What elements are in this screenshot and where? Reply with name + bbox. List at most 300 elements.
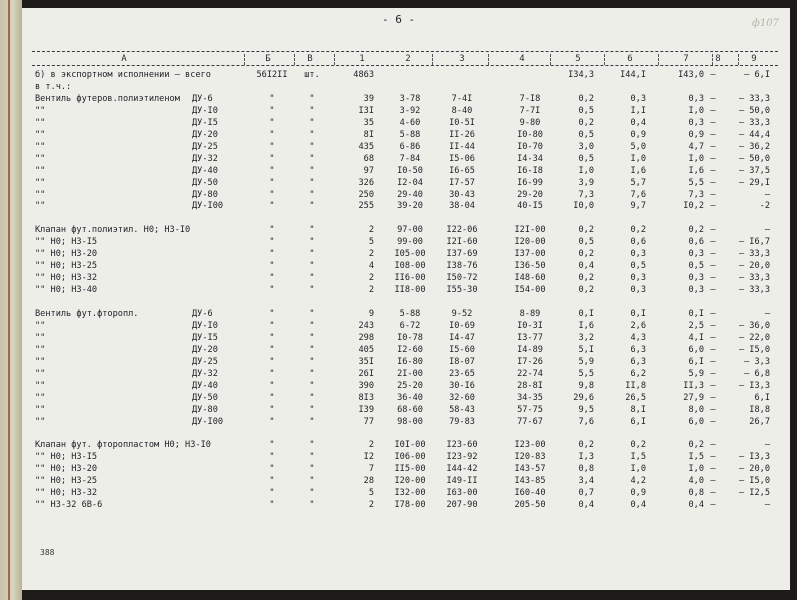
- row-price-2: I23-92: [446, 452, 478, 463]
- row-nominal-size: ДУ-40: [192, 165, 218, 176]
- row-unit: ": [309, 165, 315, 176]
- table-row: [22, 165, 790, 177]
- row-price-3: I43-85: [514, 476, 546, 487]
- row-quantity: 435: [358, 141, 374, 152]
- row-value-3: 5,5: [688, 177, 704, 188]
- row-unit: ": [309, 153, 315, 164]
- row-price-1: I20-00: [394, 476, 426, 487]
- row-value-3: I,0: [688, 105, 704, 116]
- row-value-2: 0,4: [630, 117, 646, 128]
- row-price-3: I4-34: [517, 153, 543, 164]
- row-percent: – 50,0: [738, 105, 770, 116]
- table-row: [22, 69, 790, 81]
- row-name: "" Н0; Н3-25: [35, 261, 98, 272]
- row-percent: – I5,0: [738, 476, 770, 487]
- row-value-1: 0,2: [578, 93, 594, 104]
- row-value-3: 0,3: [688, 285, 704, 296]
- row-code: ": [269, 165, 275, 176]
- row-price-3: 8-89: [519, 309, 541, 319]
- row-unit: шт.: [304, 70, 320, 80]
- row-price-3: 40-I5: [517, 201, 543, 212]
- row-percent: – I2,5: [738, 488, 770, 499]
- row-value-1: 0,2: [578, 225, 594, 236]
- row-price-3: I0-3I: [517, 320, 543, 331]
- row-price-1: 7-84: [399, 153, 421, 164]
- row-code: 56I2II: [256, 70, 288, 80]
- row-price-3: I0-80: [517, 129, 543, 140]
- row-price-1: 99-00: [397, 237, 423, 248]
- row-nominal-size: ДУ-25: [192, 356, 218, 367]
- row-code: ": [269, 177, 275, 188]
- row-code: ": [269, 189, 275, 200]
- row-value-1: 0,2: [578, 249, 594, 260]
- row-value-3: I,5: [688, 452, 704, 463]
- row-value-1: I0,0: [573, 201, 594, 212]
- row-price-2: I5-60: [449, 344, 475, 355]
- row-value-1: 0,I: [578, 309, 594, 319]
- row-price-2: II-26: [449, 129, 475, 140]
- row-value-3: I0,2: [683, 201, 704, 212]
- row-code: ": [269, 476, 275, 487]
- row-price-3: I4-89: [517, 344, 543, 355]
- row-unit: ": [309, 129, 315, 140]
- row-price-2: I37-69: [446, 249, 478, 260]
- row-col-8: –: [710, 344, 716, 355]
- row-price-1: I0-78: [397, 332, 423, 343]
- row-percent: I8,8: [749, 404, 770, 415]
- row-value-1: 0,2: [578, 273, 594, 284]
- row-percent: –: [764, 189, 770, 200]
- row-value-3: II,3: [683, 380, 704, 391]
- row-name: "" Н0; Н3-25: [35, 476, 98, 487]
- row-value-2: 0,3: [630, 93, 646, 104]
- row-value-3: 4,I: [688, 332, 704, 343]
- row-value-3: 0,I: [688, 309, 704, 319]
- row-nominal-size: ДУ-I00: [192, 201, 224, 212]
- table-row: [22, 499, 790, 511]
- row-price-3: 22-74: [517, 368, 543, 379]
- row-name: Вентиль фут.фторопл.: [35, 309, 139, 319]
- col-header: 9: [751, 54, 757, 64]
- row-code: ": [269, 368, 275, 379]
- row-value-2: 4,3: [630, 332, 646, 343]
- row-value-3: 0,8: [688, 488, 704, 499]
- row-percent: – I5,0: [738, 344, 770, 355]
- row-quantity: 28: [363, 476, 374, 487]
- row-value-1: 7,6: [578, 416, 594, 427]
- row-price-2: I0-69: [449, 320, 475, 331]
- row-name: "": [35, 380, 46, 391]
- table-row: [22, 177, 790, 189]
- row-value-2: 6,3: [630, 344, 646, 355]
- row-price-1: I08-00: [394, 261, 426, 272]
- row-price-1: I2-60: [397, 344, 423, 355]
- row-price-3: I20-83: [514, 452, 546, 463]
- row-col-8: –: [710, 464, 716, 475]
- row-nominal-size: ДУ-80: [192, 404, 218, 415]
- row-col-8: –: [710, 117, 716, 128]
- row-value-2: 6,2: [630, 368, 646, 379]
- table-row: [22, 368, 790, 380]
- row-name: "" Н3-32 6В-6: [35, 500, 103, 511]
- row-price-2: II-44: [449, 141, 475, 152]
- row-col-8: –: [710, 440, 716, 451]
- row-unit: ": [309, 189, 315, 200]
- row-value-1: I,3: [578, 452, 594, 463]
- row-value-1: I34,3: [568, 70, 594, 80]
- table-row: [22, 416, 790, 428]
- row-unit: ": [309, 225, 315, 236]
- row-value-3: 0,4: [688, 500, 704, 511]
- row-price-3: I0-70: [517, 141, 543, 152]
- row-price-1: I78-00: [394, 500, 426, 511]
- row-value-3: I,0: [688, 153, 704, 164]
- row-price-2: 23-65: [449, 368, 475, 379]
- row-price-2: I38-76: [446, 261, 478, 272]
- row-value-2: 9,7: [630, 201, 646, 212]
- table-row: [22, 451, 790, 463]
- row-price-2: I0-5I: [449, 117, 475, 128]
- page-number: - 6 -: [382, 13, 416, 26]
- row-unit: ": [309, 261, 315, 272]
- row-quantity: 8I: [363, 129, 374, 140]
- row-name: "": [35, 117, 46, 128]
- table-row: [22, 200, 790, 212]
- row-value-2: 6,3: [630, 356, 646, 367]
- row-price-2: 38-04: [449, 201, 475, 212]
- row-col-8: –: [710, 285, 716, 296]
- row-price-3: I20-00: [514, 237, 546, 248]
- row-quantity: 2: [368, 440, 374, 451]
- row-value-2: 0,3: [630, 249, 646, 260]
- row-col-8: –: [710, 129, 716, 140]
- row-code: ": [269, 201, 275, 212]
- row-name: "": [35, 165, 46, 176]
- row-col-8: –: [710, 201, 716, 212]
- row-price-3: I23-00: [514, 440, 546, 451]
- row-code: ": [269, 105, 275, 116]
- row-value-1: 0,2: [578, 285, 594, 296]
- row-unit: ": [309, 464, 315, 475]
- row-value-1: 3,2: [578, 332, 594, 343]
- row-value-1: 0,4: [578, 261, 594, 272]
- row-value-3: 8,0: [688, 404, 704, 415]
- row-value-2: 0,4: [630, 500, 646, 511]
- row-code: ": [269, 141, 275, 152]
- row-quantity: 250: [358, 189, 374, 200]
- row-code: ": [269, 392, 275, 403]
- row-price-1: 3-92: [399, 105, 421, 116]
- row-quantity: 4: [368, 261, 374, 272]
- table-row: [22, 141, 790, 153]
- table-row: [22, 475, 790, 487]
- row-unit: ": [309, 332, 315, 343]
- header-rule-top: [32, 51, 778, 52]
- row-price-2: I2I-60: [446, 237, 478, 248]
- row-price-2: 58-43: [449, 404, 475, 415]
- row-quantity: 97: [363, 165, 374, 176]
- row-code: ": [269, 261, 275, 272]
- row-col-8: –: [710, 70, 716, 80]
- row-percent: – 36,0: [738, 320, 770, 331]
- row-percent: – 33,3: [738, 285, 770, 296]
- row-value-2: 26,5: [625, 392, 646, 403]
- row-price-2: 32-60: [449, 392, 475, 403]
- row-price-1: I06-00: [394, 452, 426, 463]
- row-value-1: 9,8: [578, 380, 594, 391]
- row-unit: ": [309, 105, 315, 116]
- row-code: ": [269, 237, 275, 248]
- table-row: [22, 439, 790, 451]
- row-percent: – 33,3: [738, 93, 770, 104]
- row-col-8: –: [710, 93, 716, 104]
- row-quantity: 8I3: [358, 392, 374, 403]
- row-col-8: –: [710, 356, 716, 367]
- row-unit: ": [309, 249, 315, 260]
- table-row: [22, 105, 790, 117]
- row-value-1: 0,2: [578, 117, 594, 128]
- row-price-2: I4-47: [449, 332, 475, 343]
- col-header: А: [121, 54, 127, 64]
- row-price-2: I5-06: [449, 153, 475, 164]
- row-price-3: I2I-00: [514, 225, 546, 236]
- row-name: "": [35, 344, 46, 355]
- table-row: [22, 428, 790, 440]
- row-code: ": [269, 452, 275, 463]
- table-row: [22, 236, 790, 248]
- row-value-3: I43,0: [678, 70, 704, 80]
- col-header: 7: [683, 54, 689, 64]
- row-code: ": [269, 344, 275, 355]
- row-name: "": [35, 404, 46, 415]
- row-price-2: I55-30: [446, 285, 478, 296]
- row-code: ": [269, 488, 275, 499]
- row-price-1: I0I-00: [394, 440, 426, 451]
- col-separator: [658, 54, 659, 65]
- row-nominal-size: ДУ-6: [192, 93, 213, 104]
- row-percent: – 36,2: [738, 141, 770, 152]
- row-unit: ": [309, 404, 315, 415]
- row-unit: ": [309, 141, 315, 152]
- row-unit: ": [309, 285, 315, 296]
- row-quantity: 390: [358, 380, 374, 391]
- table-row: [22, 212, 790, 224]
- col-header: 3: [459, 54, 465, 64]
- row-nominal-size: ДУ-50: [192, 392, 218, 403]
- row-name: Клапан фут. фторопластом Н0; Н3-I0: [35, 440, 211, 451]
- row-price-3: I48-60: [514, 273, 546, 284]
- row-col-8: –: [710, 404, 716, 415]
- row-price-2: I7-57: [449, 177, 475, 188]
- table-row: [22, 284, 790, 296]
- row-value-3: 4,0: [688, 476, 704, 487]
- row-percent: 26,7: [749, 416, 770, 427]
- row-value-2: 5,7: [630, 177, 646, 188]
- col-header: Б: [265, 54, 271, 64]
- row-name: "": [35, 416, 46, 427]
- row-price-3: 29-20: [517, 189, 543, 200]
- row-nominal-size: ДУ-32: [192, 368, 218, 379]
- row-nominal-size: ДУ-50: [192, 177, 218, 188]
- row-value-2: 4,2: [630, 476, 646, 487]
- row-price-3: I43-57: [514, 464, 546, 475]
- row-col-8: –: [710, 500, 716, 511]
- row-name: "": [35, 392, 46, 403]
- table-row: [22, 81, 790, 93]
- row-price-3: 7-7I: [519, 105, 541, 116]
- row-price-1: 6-86: [399, 141, 421, 152]
- col-header: 8: [715, 54, 721, 64]
- row-code: ": [269, 440, 275, 451]
- row-price-3: 34-35: [517, 392, 543, 403]
- table-row: [22, 296, 790, 308]
- row-unit: ": [309, 392, 315, 403]
- row-code: ": [269, 404, 275, 415]
- row-value-3: 0,6: [688, 237, 704, 248]
- row-percent: 6,I: [754, 392, 770, 403]
- row-price-1: II8-00: [394, 285, 426, 296]
- row-unit: ": [309, 273, 315, 284]
- row-price-1: I0-50: [397, 165, 423, 176]
- row-value-2: 0,9: [630, 129, 646, 140]
- row-value-2: I,0: [630, 464, 646, 475]
- row-value-3: 0,3: [688, 273, 704, 284]
- row-percent: –: [764, 500, 770, 511]
- row-value-2: I44,I: [620, 70, 646, 80]
- row-unit: ": [309, 476, 315, 487]
- row-value-1: 3,4: [578, 476, 594, 487]
- table-row: [22, 117, 790, 129]
- row-col-8: –: [710, 225, 716, 236]
- row-code: ": [269, 320, 275, 331]
- row-price-2: I44-42: [446, 464, 478, 475]
- row-value-2: 0,5: [630, 261, 646, 272]
- table-row: [22, 380, 790, 392]
- row-code: ": [269, 273, 275, 284]
- row-value-2: I,5: [630, 452, 646, 463]
- row-value-1: 0,5: [578, 237, 594, 248]
- row-price-1: 39-20: [397, 201, 423, 212]
- row-name: Вентиль футеров.полиэтиленом: [35, 93, 180, 104]
- row-price-3: I60-40: [514, 488, 546, 499]
- row-nominal-size: ДУ-40: [192, 380, 218, 391]
- row-name: "": [35, 201, 46, 212]
- row-col-8: –: [710, 332, 716, 343]
- row-value-2: I,I: [630, 105, 646, 116]
- row-col-8: –: [710, 249, 716, 260]
- row-col-8: –: [710, 261, 716, 272]
- row-price-3: I54-00: [514, 285, 546, 296]
- row-quantity: I39: [358, 404, 374, 415]
- row-percent: – I3,3: [738, 380, 770, 391]
- table-row: [22, 404, 790, 416]
- row-price-1: 97-00: [397, 225, 423, 236]
- row-nominal-size: ДУ-20: [192, 344, 218, 355]
- row-price-2: 30-I6: [449, 380, 475, 391]
- row-price-1: I32-00: [394, 488, 426, 499]
- row-value-1: 0,5: [578, 153, 594, 164]
- row-col-8: –: [710, 392, 716, 403]
- row-nominal-size: ДУ-I5: [192, 117, 218, 128]
- row-quantity: 26I: [358, 368, 374, 379]
- row-code: ": [269, 225, 275, 236]
- row-value-2: 5,0: [630, 141, 646, 152]
- row-value-3: 7,3: [688, 189, 704, 200]
- table-row: [22, 332, 790, 344]
- row-name: "": [35, 177, 46, 188]
- row-name: "" Н0; Н3-20: [35, 464, 98, 475]
- row-name: "" Н0; Н3-32: [35, 488, 98, 499]
- row-code: ": [269, 93, 275, 104]
- row-percent: – 6,I: [744, 70, 770, 80]
- row-quantity: 35: [363, 117, 374, 128]
- row-quantity: 5: [368, 237, 374, 248]
- row-name: "": [35, 153, 46, 164]
- row-quantity: 77: [363, 416, 374, 427]
- row-percent: – I3,3: [738, 452, 770, 463]
- col-header: 1: [359, 54, 365, 64]
- row-col-8: –: [710, 165, 716, 176]
- row-quantity: 2: [368, 500, 374, 511]
- row-name: "": [35, 356, 46, 367]
- row-price-1: II5-00: [394, 464, 426, 475]
- row-price-1: I2-04: [397, 177, 423, 188]
- row-unit: ": [309, 440, 315, 451]
- row-quantity: 5: [368, 488, 374, 499]
- row-code: ": [269, 464, 275, 475]
- row-value-3: 0,3: [688, 117, 704, 128]
- row-value-1: 0,5: [578, 105, 594, 116]
- row-value-1: 5,9: [578, 356, 594, 367]
- row-unit: ": [309, 309, 315, 319]
- row-price-3: I6-99: [517, 177, 543, 188]
- row-quantity: 2: [368, 225, 374, 236]
- row-value-1: 29,6: [573, 392, 594, 403]
- row-nominal-size: ДУ-32: [192, 153, 218, 164]
- col-separator: [604, 54, 605, 65]
- row-price-2: 79-83: [449, 416, 475, 427]
- row-value-3: 0,5: [688, 261, 704, 272]
- row-unit: ": [309, 237, 315, 248]
- table-row: [22, 93, 790, 105]
- table-row: [22, 129, 790, 141]
- row-col-8: –: [710, 476, 716, 487]
- row-value-3: 5,9: [688, 368, 704, 379]
- row-value-3: 0,2: [688, 225, 704, 236]
- row-code: ": [269, 309, 275, 319]
- row-price-3: I36-50: [514, 261, 546, 272]
- row-name: "": [35, 368, 46, 379]
- col-header: 6: [627, 54, 633, 64]
- row-quantity: 4863: [353, 70, 374, 80]
- row-quantity: 9: [368, 309, 374, 319]
- row-price-3: 9-80: [519, 117, 541, 128]
- row-unit: ": [309, 344, 315, 355]
- row-percent: – 22,0: [738, 332, 770, 343]
- row-price-1: 3-78: [399, 93, 421, 104]
- row-percent: –: [764, 225, 770, 236]
- header-rule-bottom: [32, 65, 778, 66]
- row-percent: – 37,5: [738, 165, 770, 176]
- row-quantity: 255: [358, 201, 374, 212]
- row-percent: – 20,0: [738, 261, 770, 272]
- row-price-3: 205-50: [514, 500, 546, 511]
- row-percent: – 50,0: [738, 153, 770, 164]
- row-value-2: 0,2: [630, 440, 646, 451]
- row-name: "" Н0; Н3-I5: [35, 452, 98, 463]
- row-value-3: 6,0: [688, 416, 704, 427]
- col-header: 5: [575, 54, 581, 64]
